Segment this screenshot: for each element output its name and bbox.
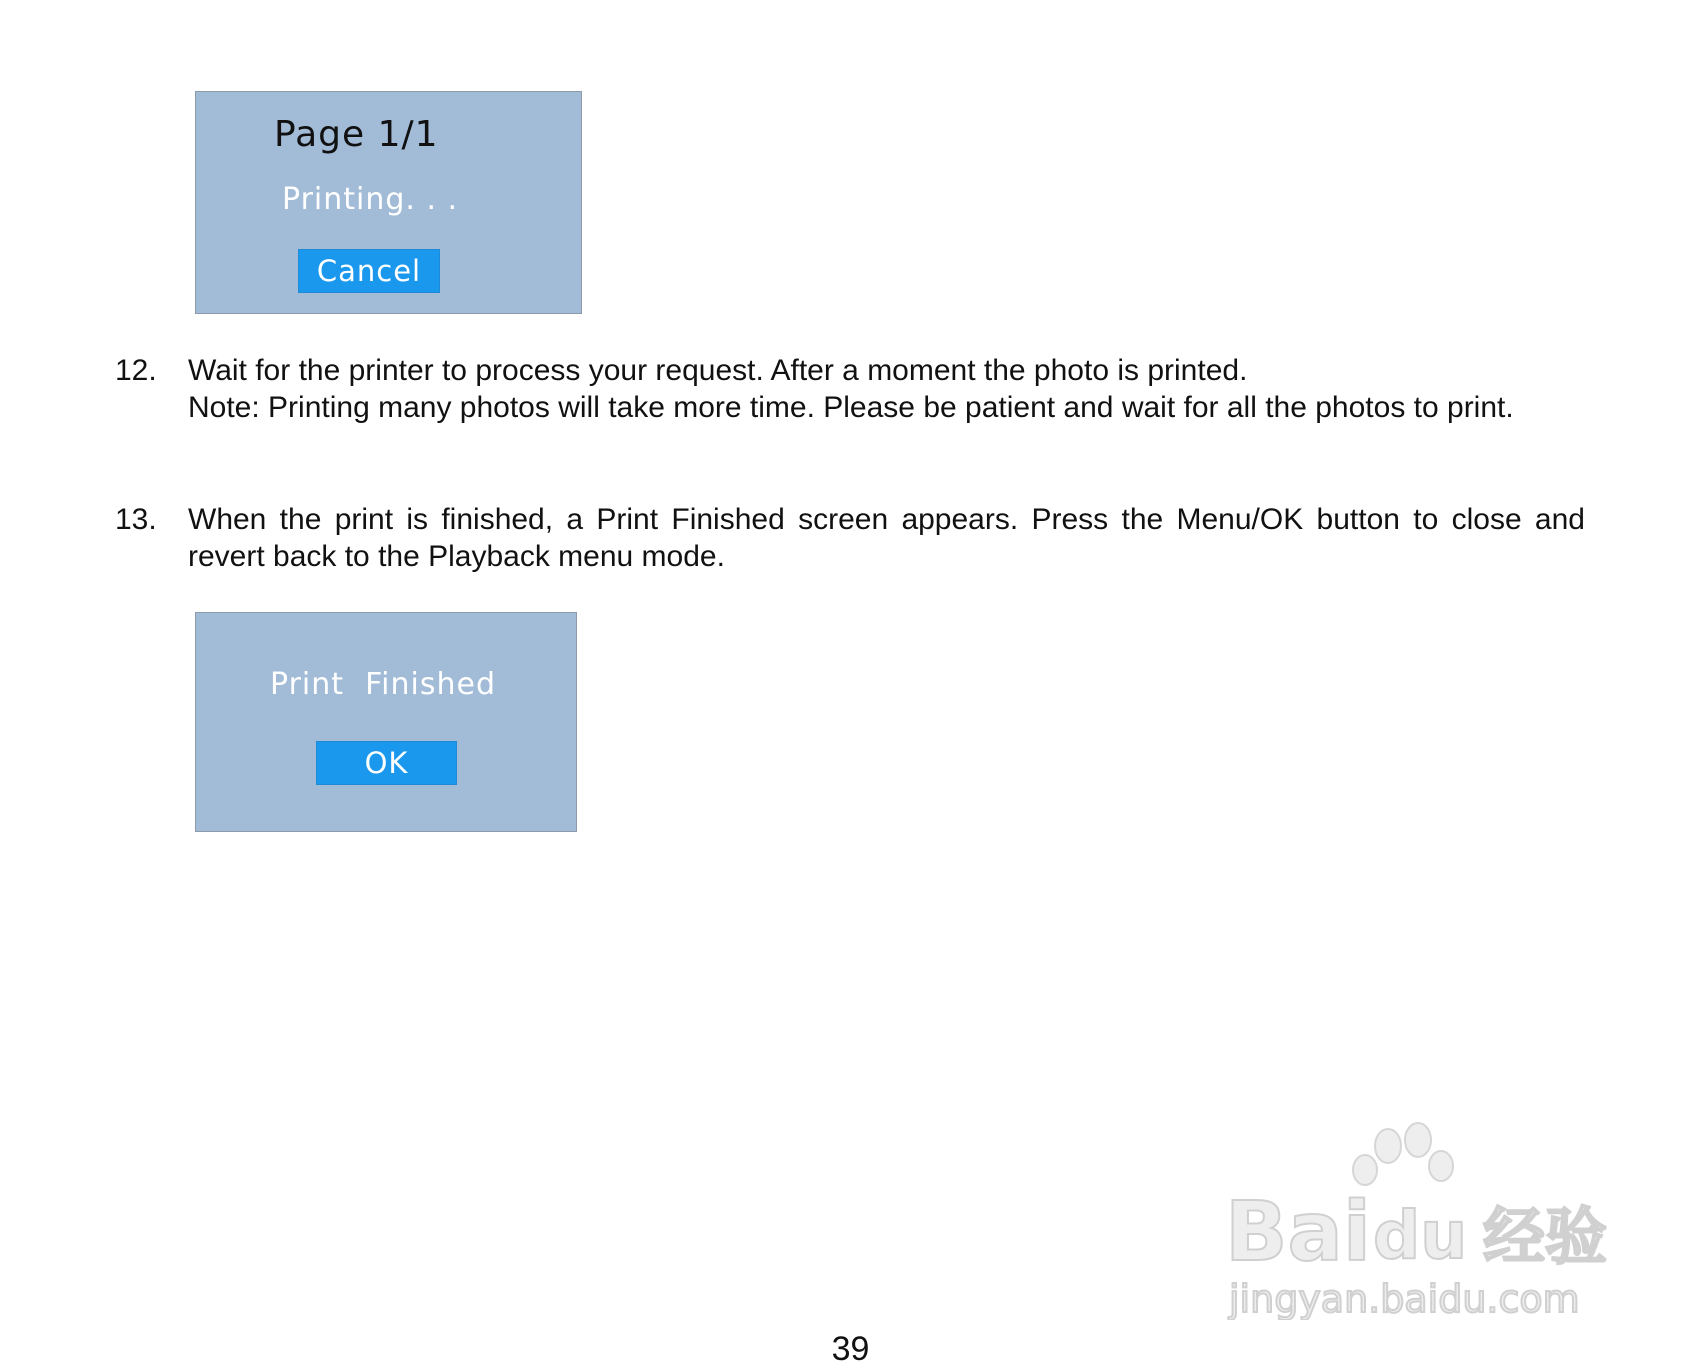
watermark-url: jingyan.baidu.com xyxy=(1229,1277,1580,1320)
watermark-brand-cjk: 经验 xyxy=(1483,1200,1608,1273)
finished-status: Print Finished xyxy=(270,667,496,702)
printing-status: Printing. . . xyxy=(282,182,459,217)
watermark-brand-du: du xyxy=(1373,1197,1468,1274)
printing-screen xyxy=(195,91,582,314)
step-12 xyxy=(115,352,1585,426)
step-number: 13. xyxy=(115,503,157,536)
step-text: When the print is finished, a Print Finished screen appears. Press the Menu/OK button to close and revert back to the Playback menu mode. xyxy=(188,503,1585,573)
ok-button[interactable]: OK xyxy=(316,741,457,785)
print-finished-screen xyxy=(195,612,577,832)
step-number: 12. xyxy=(115,354,157,387)
step-text: Wait for the printer to process your request. After a moment the photo is printed. xyxy=(188,354,1248,387)
cancel-button[interactable]: Cancel xyxy=(298,249,440,293)
baidu-jingyan-watermark xyxy=(1225,1120,1625,1320)
page-counter: Page 1/1 xyxy=(274,114,439,155)
step-13 xyxy=(115,501,1585,575)
baidu-paw-logo-icon xyxy=(1225,1120,1625,1320)
step-note: Note: Printing many photos will take more time. Please be patient and wait for all the photos to print. xyxy=(188,391,1514,424)
watermark-brand-latin: Bai xyxy=(1225,1185,1371,1280)
page-number: 39 xyxy=(831,1330,870,1368)
